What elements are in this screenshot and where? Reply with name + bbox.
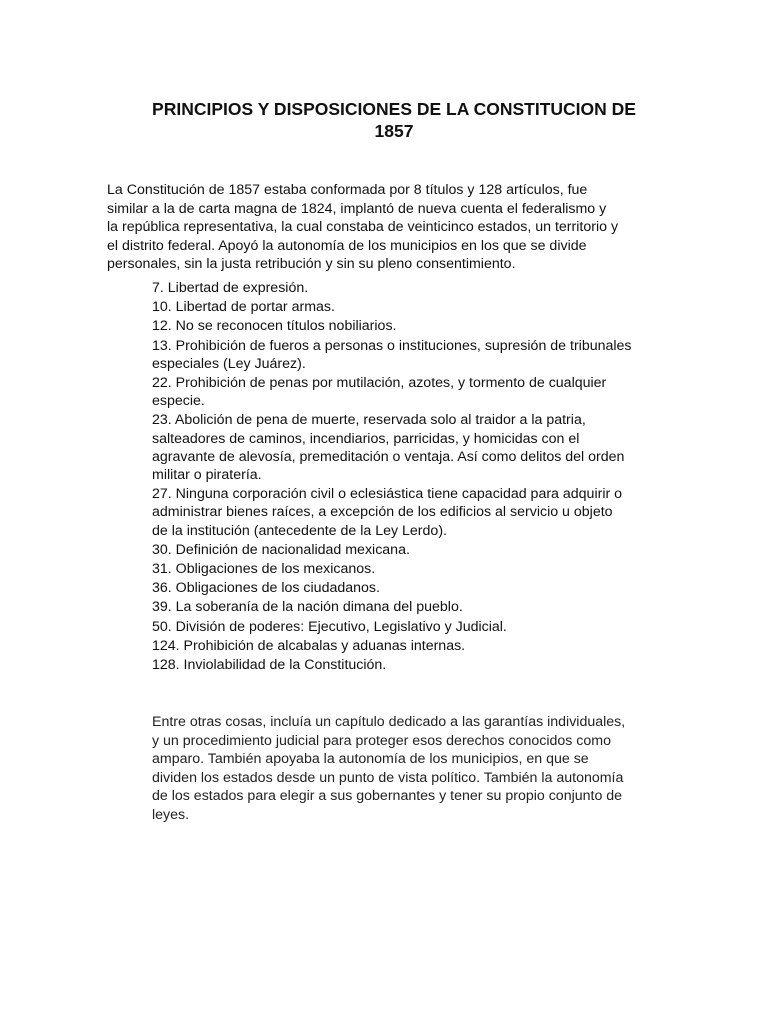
article-line: 31. Obligaciones de los mexicanos. <box>152 561 376 578</box>
title-line: PRINCIPIOS Y DISPOSICIONES DE LA CONSTITUCION DE <box>152 99 636 119</box>
article-line: 23. Abolición de pena de muerte, reservada solo al traidor a la patria, <box>152 412 586 429</box>
article-line: de la institución (antecedente de la Ley Lerdo). <box>152 522 447 539</box>
closing-paragraph <box>152 713 672 825</box>
article-line: especiales (Ley Juárez). <box>152 355 306 372</box>
title-line: 1857 <box>374 121 414 141</box>
intro-line: personales, sin la justa retribución y sin su pleno consentimiento. <box>107 256 516 273</box>
article-line: 30. Definición de nacionalidad mexicana. <box>152 541 410 558</box>
articles-list <box>152 279 672 675</box>
article-item <box>152 317 672 335</box>
closing-line: leyes. <box>152 806 190 823</box>
article-line: 7. Libertad de expresión. <box>152 280 309 296</box>
article-item <box>152 337 672 373</box>
article-line: 27. Ninguna corporación civil o eclesiástica tiene capacidad para adquirir o <box>152 486 623 503</box>
closing-line: dividen los estados desde un punto de vista político. También la autonomía <box>152 769 624 786</box>
article-item <box>152 598 672 616</box>
article-line: 124. Prohibición de alcabalas y aduanas internas. <box>152 637 466 654</box>
article-line: 128. Inviolabilidad de la Constitución. <box>152 657 387 674</box>
article-item <box>152 579 672 597</box>
article-line: especie. <box>152 393 205 410</box>
article-item <box>152 411 672 484</box>
article-item <box>152 485 672 540</box>
article-item <box>152 618 672 636</box>
article-item <box>152 298 672 316</box>
document-title <box>110 98 678 142</box>
intro-paragraph <box>107 181 667 274</box>
article-line: militar o piratería. <box>152 467 262 484</box>
article-line: agravante de alevosía, premeditación o ventaja. Así como delitos del orden <box>152 448 625 465</box>
article-line: 13. Prohibición de fueros a personas o instituciones, supresión de tribunales <box>152 337 632 354</box>
article-line: salteadores de caminos, incendiarios, parricidas, y homicidas con el <box>152 430 580 447</box>
closing-line: de los estados para elegir a sus gobernantes y tener su propio conjunto de <box>152 788 623 805</box>
article-item <box>152 560 672 578</box>
article-line: 10. Libertad de portar armas. <box>152 299 335 316</box>
intro-line: la república representativa, la cual constaba de veinticinco estados, un territorio y <box>107 219 619 236</box>
article-item <box>152 374 672 410</box>
intro-line: La Constitución de 1857 estaba conformada por 8 títulos y 128 artículos, fue <box>107 182 588 198</box>
article-line: 22. Prohibición de penas por mutilación, azotes, y tormento de cualquier <box>152 375 607 392</box>
intro-line: el distrito federal. Apoyó la autonomía de los municipios en los que se divide <box>107 237 587 254</box>
article-line: 50. División de poderes: Ejecutivo, Legislativo y Judicial. <box>152 618 507 635</box>
closing-line: Entre otras cosas, incluía un capítulo dedicado a las garantías individuales, <box>152 714 626 730</box>
closing-line: y un procedimiento judicial para proteger esos derechos conocidos como <box>152 732 611 749</box>
closing-line: amparo. También apoyaba la autonomía de los municipios, en que se <box>152 751 589 768</box>
article-line: administrar bienes raíces, a excepción de los edificios al servicio u objeto <box>152 504 613 521</box>
article-item <box>152 656 672 674</box>
article-item <box>152 541 672 559</box>
article-line: 36. Obligaciones de los ciudadanos. <box>152 580 380 597</box>
intro-line: similar a la de carta magna de 1824, implantó de nueva cuenta el federalismo y <box>107 200 607 217</box>
article-item <box>152 637 672 655</box>
article-item <box>152 279 672 297</box>
article-line: 12. No se reconocen títulos nobiliarios. <box>152 318 397 335</box>
article-line: 39. La soberanía de la nación dimana del pueblo. <box>152 599 463 616</box>
